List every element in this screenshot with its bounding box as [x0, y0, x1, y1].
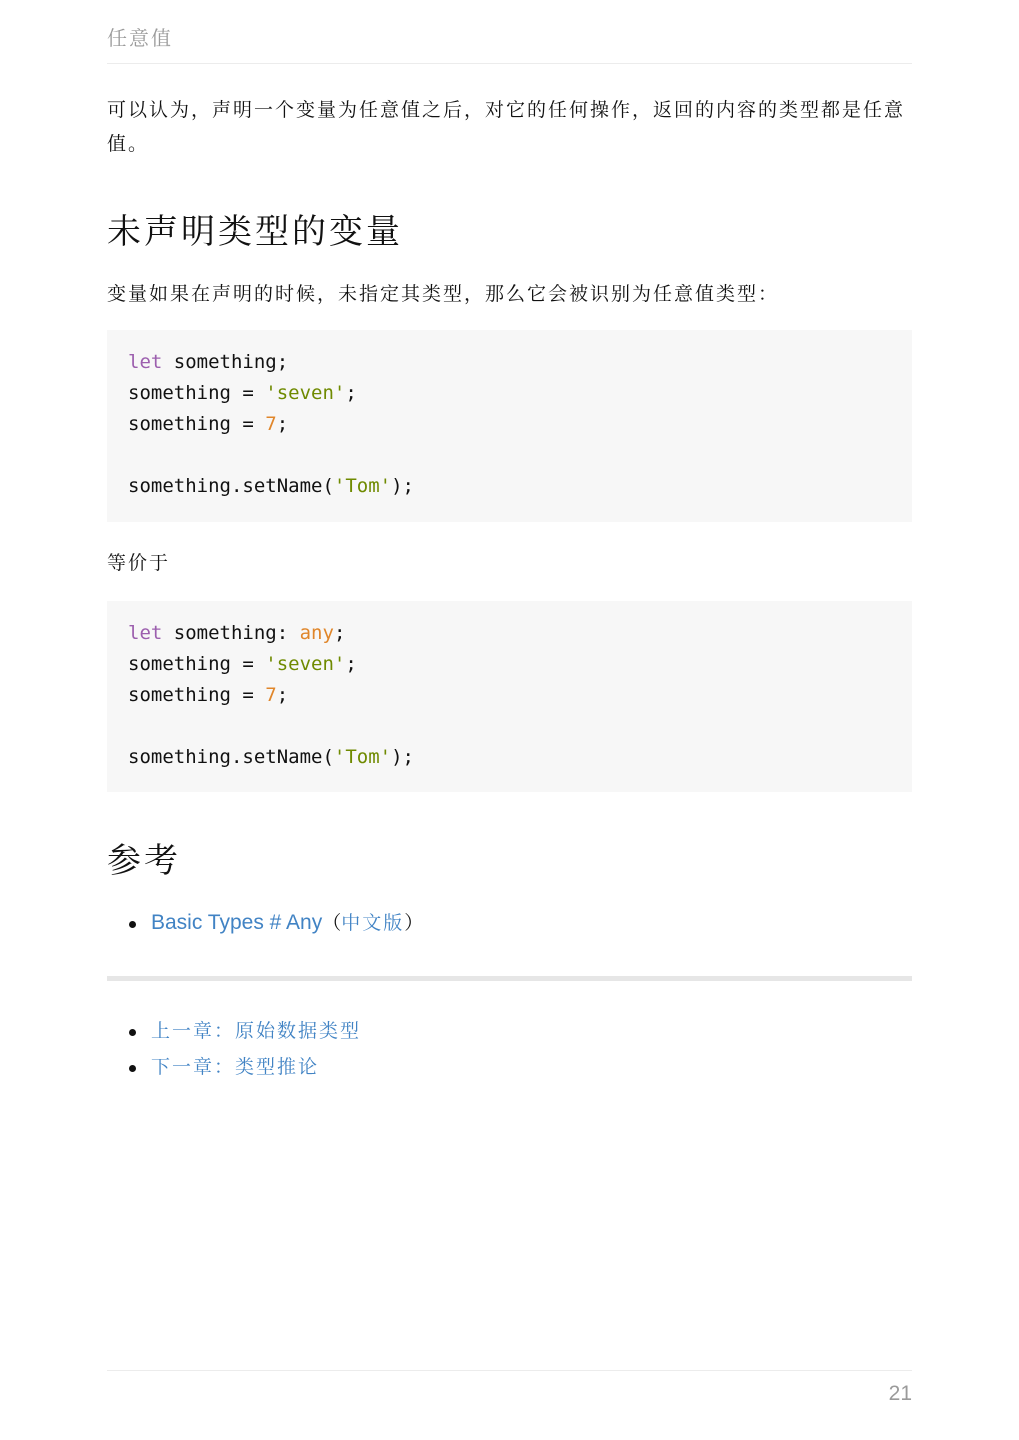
code-2-text: [128, 618, 891, 773]
code-text: ;: [333, 622, 346, 644]
list-item: [107, 905, 423, 941]
intro-paragraph: 可以认为，声明一个变量为任意值之后，对它的任何操作，返回的内容的类型都是任意值。: [107, 99, 906, 155]
paren-close: ）: [404, 912, 424, 934]
section-paragraph: 变量如果在声明的时候，未指定其类型，那么它会被识别为任意值类型：: [107, 283, 780, 305]
section-heading-undeclared: 未声明类型的变量: [107, 212, 403, 252]
code-text: something;: [162, 351, 289, 373]
paren-open: （: [322, 912, 342, 934]
code-text: ;: [276, 413, 289, 435]
code-text: something =: [128, 413, 266, 435]
code-text: something:: [162, 622, 300, 644]
chapter-nav: [107, 1013, 361, 1085]
code-string: 'seven': [265, 382, 346, 404]
code-1-text: [128, 347, 891, 502]
chinese-version-link[interactable]: 中文版: [341, 912, 405, 934]
code-text: ;: [345, 653, 357, 675]
list-item: [107, 1049, 361, 1085]
code-type: any: [299, 622, 334, 644]
basic-types-any-link[interactable]: Basic Types # Any: [151, 911, 323, 934]
equivalent-label: 等价于: [107, 552, 171, 574]
code-keyword: let: [128, 622, 163, 644]
prev-chapter-link[interactable]: 上一章：原始数据类型: [151, 1020, 362, 1042]
section-divider: [107, 976, 912, 981]
reference-list: [107, 905, 423, 941]
code-block-1: [107, 330, 912, 522]
section-heading-references: 参考: [107, 841, 181, 881]
code-text: something.setName(: [128, 475, 334, 497]
code-text: something =: [128, 382, 266, 404]
footer-divider: [107, 1370, 912, 1371]
code-text: );: [391, 746, 414, 768]
list-item: [107, 1013, 361, 1049]
code-block-2: [107, 601, 912, 792]
code-string: 'Tom': [333, 475, 392, 497]
code-number: 7: [265, 684, 277, 706]
code-string: 'Tom': [333, 746, 392, 768]
code-number: 7: [265, 413, 277, 435]
code-keyword: let: [128, 351, 163, 373]
code-text: ;: [345, 382, 357, 404]
code-string: 'seven': [265, 653, 346, 675]
header-divider: [107, 63, 912, 64]
code-text: something =: [128, 684, 266, 706]
code-text: something.setName(: [128, 746, 334, 768]
running-header: 任意值: [107, 26, 173, 50]
code-text: something =: [128, 653, 266, 675]
next-chapter-link[interactable]: 下一章：类型推论: [151, 1056, 320, 1078]
code-text: );: [391, 475, 414, 497]
page-number: 21: [888, 1382, 912, 1405]
code-text: ;: [276, 684, 289, 706]
